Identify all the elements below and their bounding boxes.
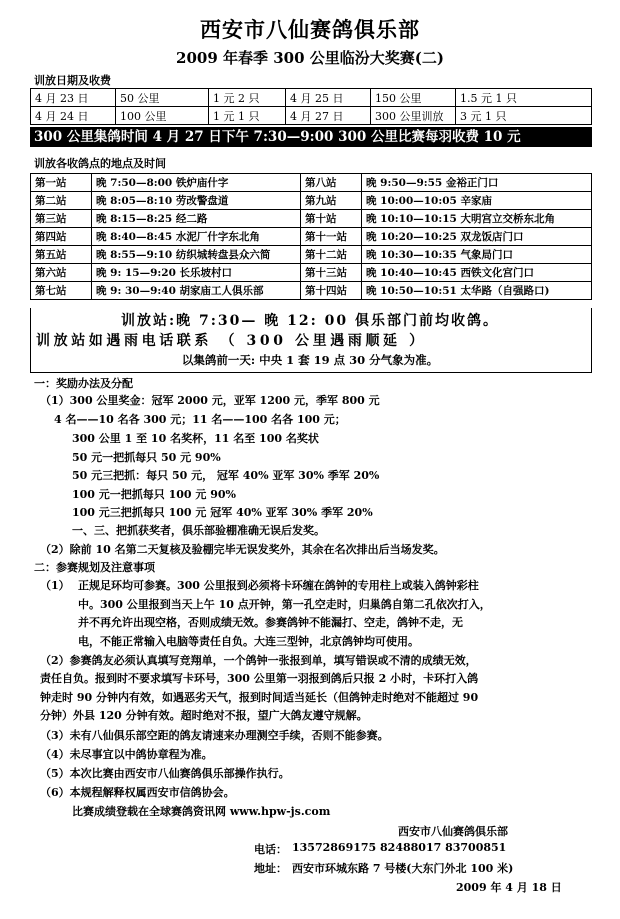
rule-line: 电，不能正常输入电脑等责任自负。大连三型钟，北京鸽钟均可使用。: [78, 635, 419, 648]
fees-heading: 训放日期及收费: [34, 74, 111, 87]
rewards-line: （1）300 公里奖金：冠军 2000 元，亚军 1200 元，季军 800 元: [40, 394, 380, 407]
table-cell: 1.5 元 1 只: [456, 89, 592, 107]
table-row: [31, 282, 592, 300]
table-row: [31, 246, 592, 264]
station-name: 第五站: [31, 246, 92, 264]
station-name: 第二站: [31, 192, 92, 210]
station-name: 第七站: [31, 282, 92, 300]
table-cell: 150 公里: [371, 89, 456, 107]
rule-line: （6）本规程解释权属西安市信鸽协会。: [40, 786, 235, 799]
rule-line: （5）本次比赛由西安市八仙赛鸽俱乐部操作执行。: [40, 767, 290, 780]
phone-label: 电话：: [254, 843, 287, 856]
station-name: 第四站: [31, 228, 92, 246]
station-time: 晚 8:40—8:45 水泥厂什字东北角: [92, 228, 301, 246]
table-cell: 1 元 2 只: [209, 89, 286, 107]
station-time: 晚 10:20—10:25 双龙饭店门口: [362, 228, 592, 246]
table-row: [31, 264, 592, 282]
station-name: 第十三站: [301, 264, 362, 282]
rewards-line: 50 元三把抓：每只 50 元， 冠军 40% 亚军 30% 季军 20%: [72, 469, 380, 482]
notice-line-3: 以集鸽前一天: 中央 1 套 19 点 30 分气象为准。: [181, 353, 439, 367]
rule-line: 正规足环均可参赛。300 公里报到必须将卡环缠在鸽钟的专用柱上或装入鸽钟彩柱: [78, 579, 479, 592]
rule-label: （1）: [40, 579, 70, 592]
rule-line: （2）参赛鸽友必须认真填写竞翔单，一个鸽钟一张报到单，填写错误或不清的成绩无效，: [40, 654, 477, 667]
table-cell: 4 月 25 日: [286, 89, 371, 107]
rule-line: 分钟）外县 120 分钟有效。超时绝对不报，望广大鸽友遵守规解。: [40, 709, 368, 722]
table-cell: 50 公里: [116, 89, 209, 107]
rewards-line: （2）除前 10 名第二天复核及验棚完毕无误发奖外，其余在名次排出后当场发奖。: [40, 543, 445, 556]
website-line: 比赛成绩登载在全球赛鸽资讯网 www.hpw-js.com: [72, 805, 331, 818]
table-cell: 300 公里训放: [371, 107, 456, 125]
table-row: [31, 192, 592, 210]
stations-table: [30, 173, 592, 300]
footer-date: 2009 年 4 月 18 日: [456, 881, 562, 894]
station-name: 第六站: [31, 264, 92, 282]
table-cell: 100 公里: [116, 107, 209, 125]
fees-table: [30, 88, 592, 125]
address: 西安市环城东路 7 号楼(大东门外北 100 米): [292, 862, 514, 875]
station-time: 晚 9: 15—9:20 长乐坡村口: [92, 264, 301, 282]
phone-numbers: 13572869175 82488017 83700851: [292, 841, 507, 854]
rewards-line: 100 元三把抓每只 100 元 冠军 40% 亚军 30% 季军 20%: [72, 506, 373, 519]
rule-line: （4）未尽事宜以中鸽协章程为准。: [40, 748, 213, 761]
station-time: 晚 10:10—10:15 大明宫立交桥东北角: [362, 210, 592, 228]
rules-heading: 二：参赛规划及注意事项: [34, 561, 155, 574]
rule-line: 责任自负。报到时不要求填写卡环号，300 公里第一羽报到鸽后只报 2 小时，卡环打入鸽: [40, 672, 479, 685]
station-name: 第八站: [301, 174, 362, 192]
table-row: [31, 89, 592, 107]
station-time: 晚 9: 30—9:40 胡家庙工人俱乐部: [92, 282, 301, 300]
rewards-heading: 一：奖励办法及分配: [34, 377, 133, 390]
address-label: 地址：: [254, 862, 287, 875]
page-title: 西安市八仙赛鸽俱乐部: [200, 17, 420, 42]
collection-banner: 300 公里集鸽时间 4 月 27 日下午 7:30—9:00 300 公里比赛每羽收费 10 元: [30, 127, 592, 147]
table-cell: 4 月 27 日: [286, 107, 371, 125]
notice-line-2: 训放站如遇雨电话联系 （ 300 公里遇雨顺延 ）: [36, 333, 427, 349]
station-name: 第十二站: [301, 246, 362, 264]
rule-line: 中。300 公里报到当天上午 10 点开钟，第一孔空走时，归巢鸽自第二孔依次打入，: [78, 598, 491, 611]
station-time: 晚 9:50—9:55 金裕正门口: [362, 174, 592, 192]
table-cell: 4 月 23 日: [31, 89, 116, 107]
rule-line: （3）未有八仙俱乐部空距的鸽友请速来办理测空手续，否则不能参赛。: [40, 729, 389, 742]
table-cell: 1 元 1 只: [209, 107, 286, 125]
table-row: [31, 210, 592, 228]
station-time: 晚 7:50—8:00 铁炉庙什字: [92, 174, 301, 192]
station-time: 晚 8:05—8:10 劳改警盘道: [92, 192, 301, 210]
rewards-line: 100 元一把抓每只 100 元 90%: [72, 488, 237, 501]
table-row: [31, 107, 592, 125]
rule-line: 并不再允许出现空格，否则成绩无效。参赛鸽钟不能漏打、空走，鸽钟不走，无: [78, 616, 463, 629]
station-name: 第十一站: [301, 228, 362, 246]
footer-org: 西安市八仙赛鸽俱乐部: [398, 825, 508, 838]
rewards-line: 4 名——10 名各 300 元；11 名——100 名各 100 元；: [54, 413, 346, 426]
station-name: 第十四站: [301, 282, 362, 300]
station-name: 第十站: [301, 210, 362, 228]
station-name: 第一站: [31, 174, 92, 192]
rule-line: 钟走时 90 分钟内有效，如遇恶劣天气，报到时间适当延长（但鸽钟走时绝对不能超过 90: [40, 691, 479, 704]
table-cell: 3 元 1 只: [456, 107, 592, 125]
station-time: 晚 10:00—10:05 辛家庙: [362, 192, 592, 210]
rewards-line: 50 元一把抓每只 50 元 90%: [72, 451, 221, 464]
table-row: [31, 228, 592, 246]
rewards-line: 300 公里 1 至 10 名奖杯，11 名至 100 名奖状: [72, 432, 319, 445]
page-subtitle: 2009 年春季 300 公里临汾大奖赛(二): [176, 49, 444, 67]
table-cell: 4 月 24 日: [31, 107, 116, 125]
station-time: 晚 10:50—10:51 太华路（自强路口): [362, 282, 592, 300]
station-name: 第九站: [301, 192, 362, 210]
notice-line-1: 训放站:晚 7:30— 晚 12: 00 俱乐部门前均收鸽。: [120, 313, 500, 329]
station-time: 晚 10:30—10:35 气象局门口: [362, 246, 592, 264]
table-row: [31, 174, 592, 192]
station-name: 第三站: [31, 210, 92, 228]
stations-heading: 训放各收鸽点的地点及时间: [34, 157, 166, 170]
station-time: 晚 10:40—10:45 西铁文化宫门口: [362, 264, 592, 282]
station-time: 晚 8:55—9:10 纺织城转盘县众六简: [92, 246, 301, 264]
station-time: 晚 8:15—8:25 经二路: [92, 210, 301, 228]
rewards-line: 一、三、把抓获奖者，俱乐部验棚准确无误后发奖。: [72, 524, 325, 537]
